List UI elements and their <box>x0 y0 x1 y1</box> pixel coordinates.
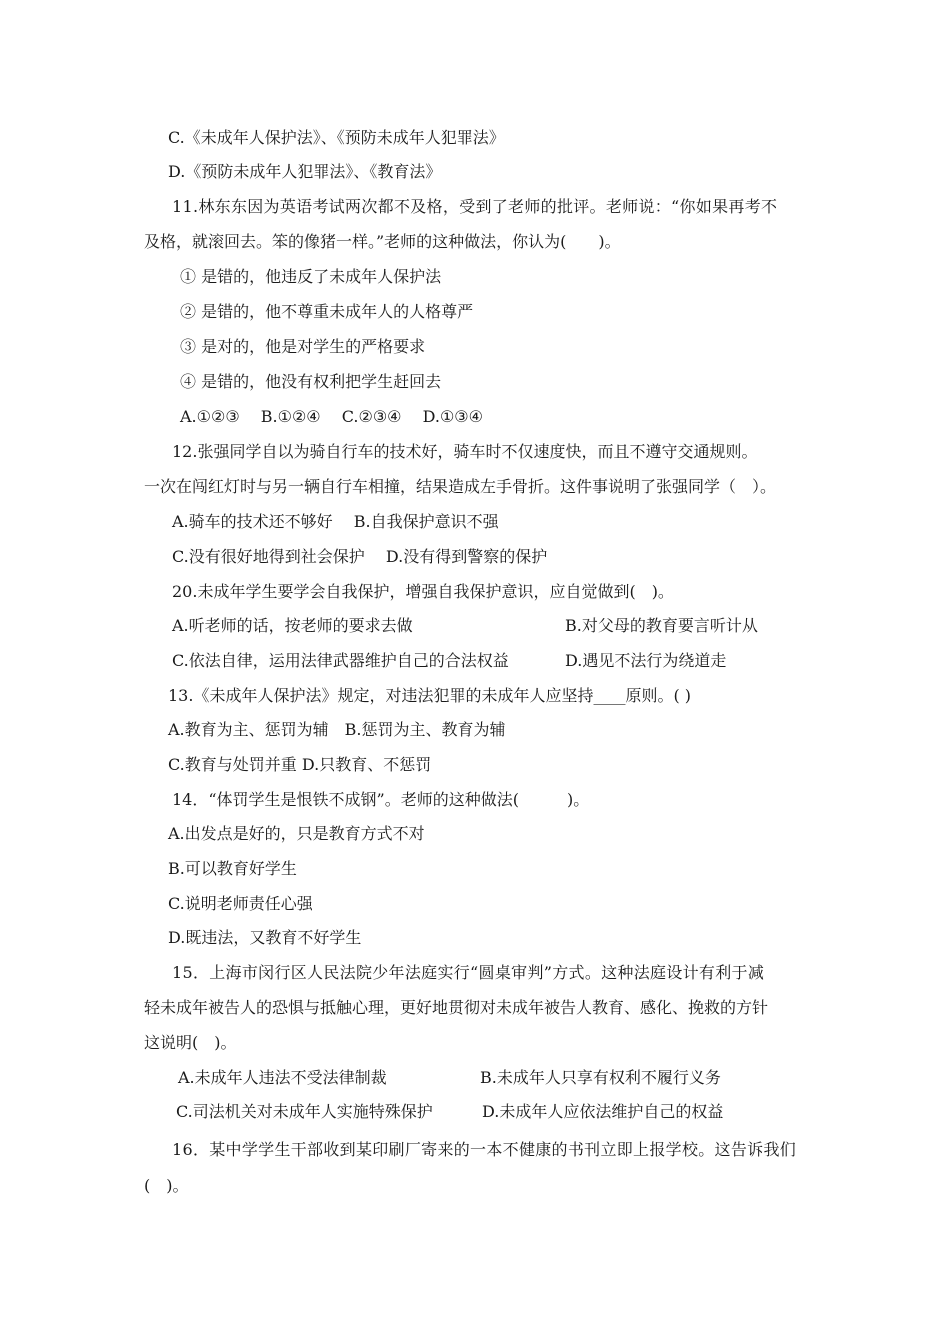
question-14-option-a: A.出发点是好的，只是教育方式不对 <box>168 824 425 843</box>
question-20-option-c: C.依法自律，运用法律武器维护自己的合法权益 <box>172 651 509 670</box>
question-12-options-cd: C.没有很好地得到社会保护 D.没有得到警察的保护 <box>172 547 548 566</box>
question-11-line-2: 及格，就滚回去。笨的像猪一样。”老师的这种做法，你认为( )。 <box>144 232 621 251</box>
question-13-options-cd: C.教育与处罚并重 D.只教育、不惩罚 <box>168 755 432 774</box>
question-13: 13.《未成年人保护法》规定，对违法犯罪的未成年人应坚持____原则。( ) <box>168 686 692 705</box>
question-11-options: A.①②③ B.①②④ C.②③④ D.①③④ <box>180 407 483 426</box>
statement-3: ③ 是对的，他是对学生的严格要求 <box>180 337 426 356</box>
question-12-line-1: 12.张强同学自以为骑自行车的技术好，骑车时不仅速度快，而且不遵守交通规则。 <box>172 442 758 461</box>
option-10c: C.《未成年人保护法》、《预防未成年人犯罪法》 <box>168 128 505 147</box>
question-12-options-ab: A.骑车的技术还不够好 B.自我保护意识不强 <box>172 512 499 531</box>
question-16-line-1: 16．某中学学生干部收到某印刷厂寄来的一本不健康的书刊立即上报学校。这告诉我们 <box>172 1140 797 1159</box>
question-20-option-b: B.对父母的教育要言听计从 <box>565 616 758 635</box>
question-14: 14．“体罚学生是恨铁不成钢”。老师的这种做法( )。 <box>172 790 590 809</box>
question-15-line-2: 轻未成年被告人的恐惧与抵触心理，更好地贯彻对未成年被告人教育、感化、挽救的方针 <box>144 998 769 1017</box>
statement-2: ② 是错的，他不尊重未成年人的人格尊严 <box>180 302 474 321</box>
question-16-line-2: ( )。 <box>144 1176 189 1195</box>
question-14-option-c: C.说明老师责任心强 <box>168 894 313 913</box>
question-20-option-d: D.遇见不法行为绕道走 <box>565 651 727 670</box>
question-20-option-a: A.听老师的话，按老师的要求去做 <box>172 616 413 635</box>
question-15-option-d: D.未成年人应依法维护自己的权益 <box>482 1102 724 1121</box>
statement-1: ① 是错的，他违反了未成年人保护法 <box>180 267 442 286</box>
question-15-option-c: C.司法机关对未成年人实施特殊保护 <box>176 1102 433 1121</box>
question-15-line-3: 这说明( )。 <box>144 1033 237 1052</box>
option-10d: D.《预防未成年人犯罪法》、《教育法》 <box>168 162 442 181</box>
question-15-line-1: 15．上海市闵行区人民法院少年法庭实行“圆桌审判”方式。这种法庭设计有利于减 <box>172 963 765 982</box>
question-14-option-d: D.既违法，又教育不好学生 <box>168 928 362 947</box>
question-13-options-ab: A.教育为主、惩罚为辅 B.惩罚为主、教育为辅 <box>168 720 506 739</box>
statement-4: ④ 是错的，他没有权利把学生赶回去 <box>180 372 442 391</box>
question-11-line-1: 11.林东东因为英语考试两次都不及格，受到了老师的批评。老师说：“你如果再考不 <box>172 197 778 216</box>
question-14-option-b: B.可以教育好学生 <box>168 859 297 878</box>
question-15-option-a: A.未成年人违法不受法律制裁 <box>178 1068 387 1087</box>
question-20: 20.未成年学生要学会自我保护，增强自我保护意识，应自觉做到( )。 <box>172 582 674 601</box>
question-15-option-b: B.未成年人只享有权利不履行义务 <box>480 1068 721 1087</box>
question-12-line-2: 一次在闯红灯时与另一辆自行车相撞，结果造成左手骨折。这件事说明了张强同学（ ）。 <box>144 477 777 496</box>
